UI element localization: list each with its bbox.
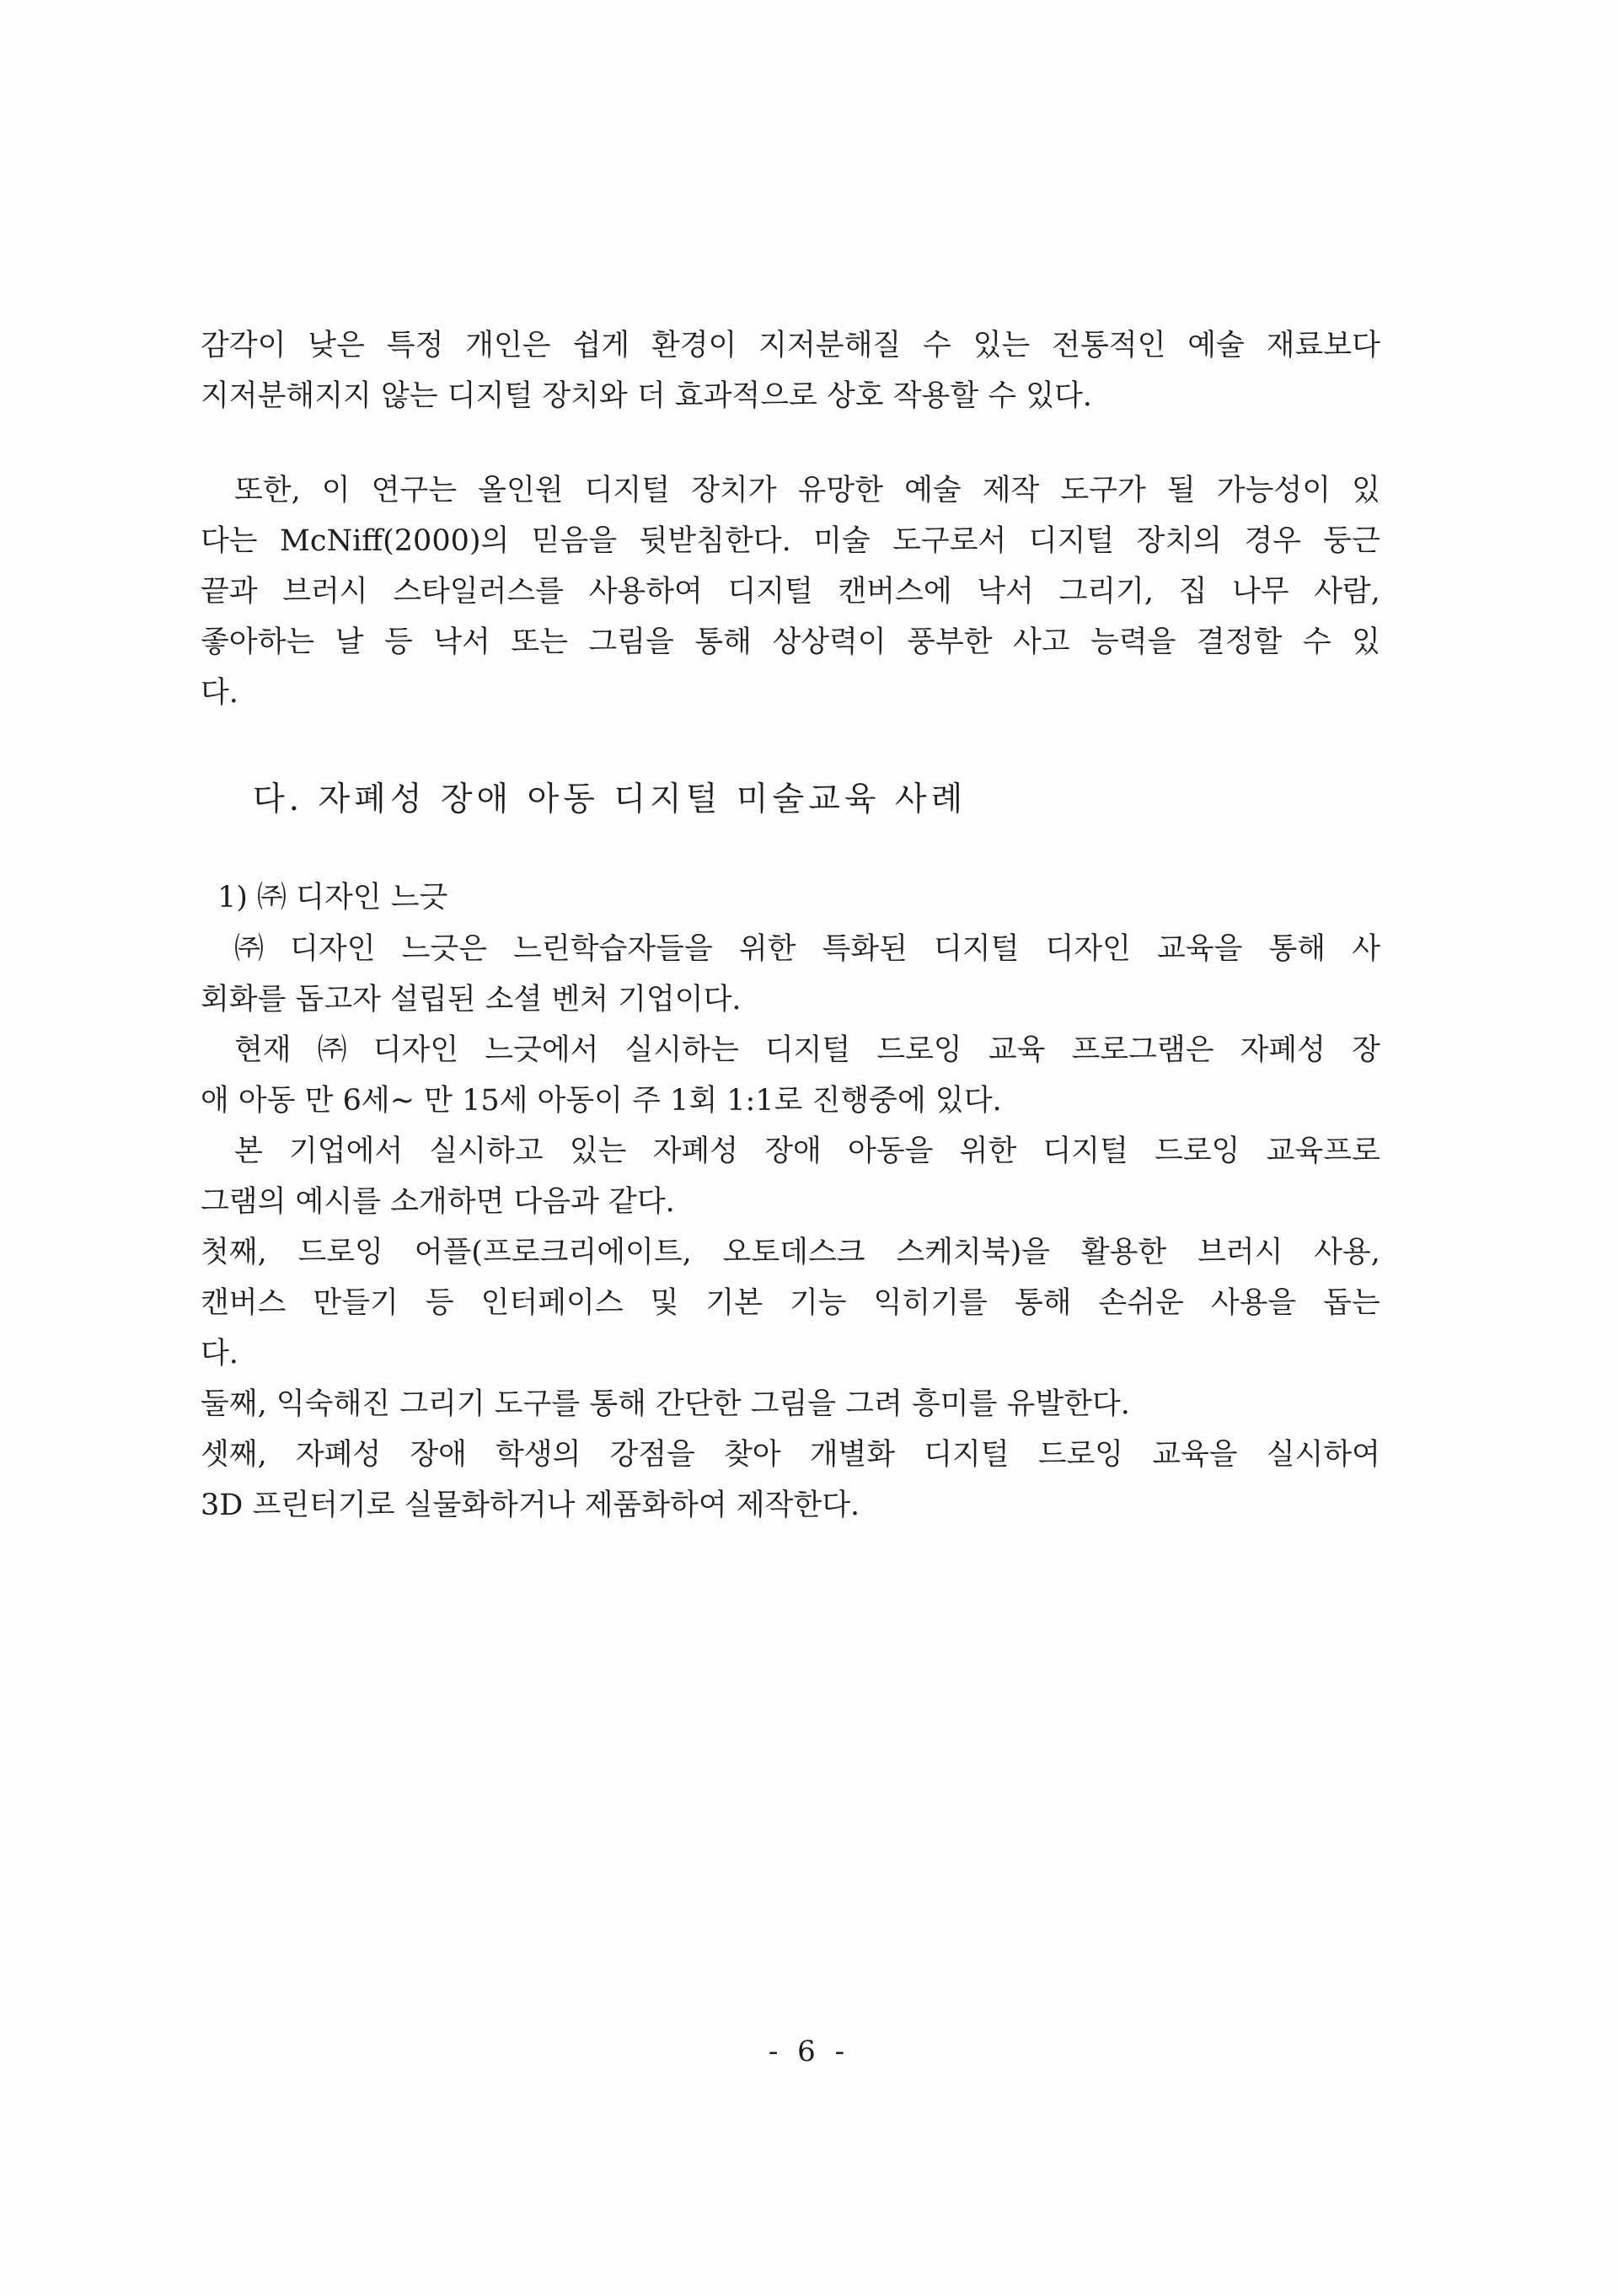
word: 및: [650, 1286, 679, 1320]
word: 쉽게: [572, 329, 630, 362]
word: 특화된: [822, 932, 908, 966]
word: 디자인: [1045, 932, 1131, 966]
word: 등: [383, 625, 413, 659]
word: 디지털: [584, 474, 671, 507]
word: 사용,: [1314, 1236, 1380, 1269]
word: 환경이: [651, 329, 737, 362]
word: 브러시: [1197, 1236, 1283, 1269]
word: 자폐성: [652, 1135, 739, 1168]
word: 실시하고: [429, 1135, 544, 1168]
word: 수: [923, 329, 951, 362]
word: 디지털: [1042, 1135, 1128, 1168]
word: 장애: [764, 1135, 822, 1168]
word: 드로잉: [1155, 1135, 1240, 1168]
word: 예술: [904, 474, 962, 507]
word: 낙서: [977, 575, 1034, 609]
word: 예술: [1187, 329, 1245, 362]
word: 장: [1352, 1033, 1380, 1067]
paragraph-4-line: 애 아동 만 6세~ 만 15세 아동이 주 1회 1:1로 진행중에 있다.: [201, 1084, 1002, 1118]
word: 실시하여: [1266, 1438, 1380, 1472]
list-item-third-line: [201, 1438, 1380, 1472]
word: 디지털: [764, 1033, 851, 1067]
word: 교육프로: [1266, 1135, 1380, 1168]
paragraph-2-line: [201, 625, 1380, 659]
word: 프로그램은: [1071, 1033, 1214, 1067]
word: 개인은: [465, 329, 551, 362]
word: McNiff(2000)의: [280, 524, 510, 558]
word: 나무: [1231, 575, 1289, 609]
page-number: - 6 -: [768, 2035, 850, 2068]
word: 실시하는: [624, 1033, 739, 1067]
word: 통해: [1268, 932, 1326, 966]
word: 캔버스: [201, 1286, 287, 1320]
word: 재료보다: [1266, 329, 1380, 362]
word: 믿음을: [531, 524, 618, 558]
word: 감각이: [201, 329, 287, 362]
word: 익히기를: [873, 1286, 988, 1320]
word: 만들기: [313, 1286, 399, 1320]
word: 캔버스에: [838, 575, 952, 609]
word: 또는: [511, 625, 568, 659]
word: 풍부한: [907, 625, 993, 659]
word: 장애: [410, 1438, 467, 1472]
list-item-first-line: 다.: [201, 1337, 238, 1371]
word: 날: [335, 625, 364, 659]
word: 뒷받침한다.: [639, 524, 791, 558]
word: 어플(프로크리에이트,: [414, 1236, 692, 1269]
word: 브러시: [282, 575, 368, 609]
word: 미술: [813, 524, 871, 558]
list-item-first-line: [201, 1286, 1380, 1320]
word: 스타일러스를: [393, 575, 565, 609]
word: 있는: [569, 1135, 627, 1168]
word: 능력을: [1090, 625, 1176, 659]
word: 낮은: [308, 329, 365, 362]
word: 학생의: [496, 1438, 581, 1472]
word: 있: [1352, 625, 1380, 659]
word: 기능: [790, 1286, 847, 1320]
word: 느긋은: [401, 932, 488, 966]
word: 손쉬운: [1098, 1286, 1184, 1320]
word: 오토데스크: [722, 1236, 865, 1269]
word: 가능성이: [1216, 474, 1331, 507]
list-item-first-line: [201, 1236, 1380, 1269]
word: 있는: [972, 329, 1031, 362]
word: 드로잉: [876, 1033, 962, 1067]
word: 자폐성: [295, 1438, 382, 1472]
word: 수: [1302, 625, 1331, 659]
word: 돕는: [1323, 1286, 1380, 1320]
word: 낙서: [433, 625, 490, 659]
word: 연구는: [371, 474, 458, 507]
word: 유망한: [797, 474, 884, 507]
word: 끝과: [201, 575, 258, 609]
word: 드로잉: [1037, 1438, 1124, 1472]
paragraph-2-line: [201, 575, 1380, 609]
paragraph-4-line: [234, 1033, 1380, 1067]
word: 그림을: [588, 625, 674, 659]
word: 교육: [988, 1033, 1046, 1067]
word: 디지털: [934, 932, 1020, 966]
word: 스케치북)을: [896, 1236, 1051, 1269]
word: 드로잉: [297, 1236, 383, 1269]
word: 찾아: [724, 1438, 781, 1472]
word: 지저분해질: [758, 329, 902, 362]
word: ㈜: [317, 1033, 347, 1067]
paragraph-1-line: 지저분해지지 않는 디지털 장치와 더 효과적으로 상호 작용할 수 있다.: [201, 379, 1092, 413]
word: 될: [1166, 474, 1196, 507]
word: 결정할: [1196, 625, 1283, 659]
word: 있: [1352, 474, 1380, 507]
paragraph-2-line: 다.: [201, 676, 238, 710]
word: 셋째,: [201, 1438, 267, 1472]
word: 통해: [1014, 1286, 1072, 1320]
word: 디지털: [1028, 524, 1115, 558]
word: 사람,: [1314, 575, 1380, 609]
paragraph-3-line: 회화를 돕고자 설립된 소셜 벤처 기업이다.: [201, 983, 742, 1017]
list-item-third-line: 3D 프린터기로 실물화하거나 제품화하여 제작한다.: [201, 1489, 860, 1522]
word: 장치의: [1136, 524, 1222, 558]
paragraph-1-line: [201, 329, 1380, 362]
word: 디지털: [727, 575, 813, 609]
word: 아동을: [848, 1135, 934, 1168]
word: 둥근: [1323, 524, 1380, 558]
word: 디자인: [290, 932, 376, 966]
subsection-title: 1) ㈜ 디자인 느긋: [217, 881, 448, 915]
word: 기업에서: [288, 1135, 404, 1168]
word: 올인원: [478, 474, 564, 507]
word: 기본: [705, 1286, 763, 1320]
list-item-second-line: 둘째, 익숙해진 그리기 도구를 통해 간단한 그림을 그려 흥미를 유발한다.: [201, 1387, 1130, 1421]
word: 도구로서: [892, 524, 1007, 558]
word: 위한: [959, 1135, 1017, 1168]
paragraph-2-line: [234, 474, 1380, 507]
word: 느긋에서: [485, 1033, 599, 1067]
word: 집: [1178, 575, 1208, 609]
word: 제작: [982, 474, 1040, 507]
word: 사용을: [1210, 1286, 1297, 1320]
paragraph-3-line: [234, 932, 1380, 966]
word: 이: [321, 474, 351, 507]
word: ㈜: [234, 932, 265, 966]
word: 그리기,: [1058, 575, 1154, 609]
word: 사: [1352, 932, 1380, 966]
word: 등: [425, 1286, 454, 1320]
word: 자폐성: [1240, 1033, 1326, 1067]
word: 강점을: [609, 1438, 695, 1472]
word: 사용하여: [588, 575, 703, 609]
word: 개별화: [809, 1438, 896, 1472]
word: 또한,: [234, 474, 301, 507]
paragraph-5-line: 그램의 예시를 소개하면 다음과 같다.: [201, 1185, 675, 1219]
word: 장치가: [691, 474, 777, 507]
word: 사고: [1012, 625, 1070, 659]
word: 통해: [694, 625, 752, 659]
word: 위한: [738, 932, 796, 966]
word: 좋아하는: [201, 625, 315, 659]
word: 교육을: [1157, 932, 1243, 966]
word: 현재: [234, 1033, 292, 1067]
word: 인터페이스: [480, 1286, 624, 1320]
word: 도구가: [1060, 474, 1146, 507]
section-heading: 다. 자폐성 장애 아동 디지털 미술교육 사례: [253, 781, 967, 818]
word: 교육을: [1152, 1438, 1238, 1472]
word: 경우: [1244, 524, 1301, 558]
paragraph-2-line: [201, 524, 1380, 558]
paragraph-5-line: [234, 1135, 1380, 1168]
word: 다는: [201, 524, 258, 558]
word: 특정: [386, 329, 444, 362]
word: 첫째,: [201, 1236, 267, 1269]
word: 본: [234, 1135, 263, 1168]
word: 느린학습자들을: [513, 932, 713, 966]
word: 상상력이: [772, 625, 887, 659]
word: 디지털: [924, 1438, 1010, 1472]
word: 디자인: [372, 1033, 459, 1067]
word: 전통적인: [1052, 329, 1166, 362]
word: 활용한: [1080, 1236, 1167, 1269]
